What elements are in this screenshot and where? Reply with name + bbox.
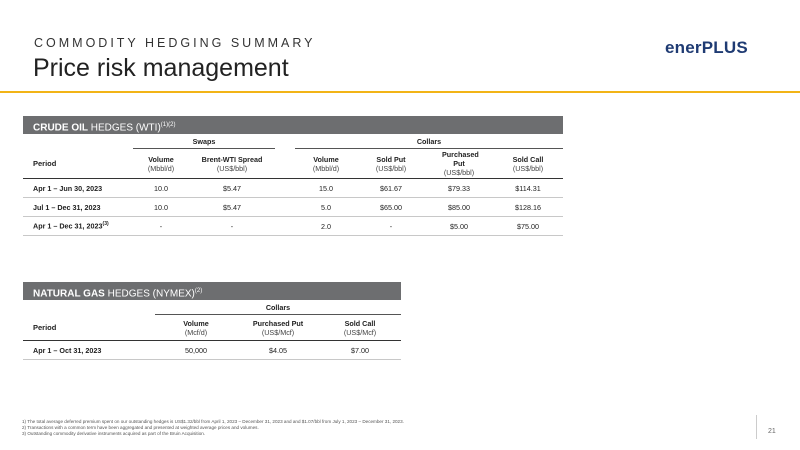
- group-collars: Collars: [155, 300, 401, 315]
- natural-gas-panel: [23, 282, 401, 360]
- crude-title-sup: (1)(2): [160, 122, 176, 128]
- footnote: 1) The total average deferred premium spent on our outstanding hedges is US$1.32/bbl from April 1, 2023 – December 31, 2023 and and $1.07/bbl from July 1, 2023 – December 31, 2023.: [22, 419, 404, 424]
- table-row: Apr 1 – Jun 30, 2023 10.0 $5.47 15.0 $61.67 $79.33 $114.31: [23, 179, 563, 198]
- section-kicker: COMMODITY HEDGING SUMMARY: [34, 36, 316, 50]
- column-header-period: Period: [23, 315, 155, 341]
- page-number: 21: [768, 428, 776, 435]
- page-number-divider: [756, 415, 757, 439]
- crude-title-rest: HEDGES (WTI): [88, 122, 161, 134]
- table-row: Jul 1 – Dec 31, 2023 10.0 $5.47 5.0 $65.00 $85.00 $128.16: [23, 198, 563, 217]
- column-header: Sold Put (US$/bbl): [357, 149, 425, 179]
- crude-oil-table: [23, 134, 563, 236]
- column-header-period: Period: [23, 149, 133, 179]
- page-title: Price risk management: [33, 54, 289, 82]
- group-swaps: Swaps: [133, 134, 275, 149]
- table-row: Apr 1 – Dec 31, 2023$^{(3)}$ - - 2.0 - $5.00 $75.00: [23, 217, 563, 236]
- logo-text-plus: PLUS: [701, 38, 748, 57]
- enerplus-logo: [665, 38, 748, 58]
- column-header: Volume (Mbbl/d): [133, 149, 189, 179]
- crude-title-bold: CRUDE OIL: [33, 122, 88, 134]
- crude-oil-panel-header: [23, 116, 563, 134]
- gas-title-bold: NATURAL GAS: [33, 288, 105, 300]
- crude-oil-panel: [23, 116, 563, 236]
- footnotes: [22, 419, 404, 437]
- logo-text-main: ener: [665, 38, 702, 57]
- column-header: Sold Call (US$/bbl): [493, 149, 563, 179]
- footnote: 2) Transactions with a common term have been aggregated and presented at weighted average prices and volumes.: [22, 425, 259, 430]
- natural-gas-panel-header: [23, 282, 401, 300]
- column-header: Sold Call (US$/Mcf): [319, 315, 401, 341]
- column-header: Brent-WTI Spread (US$/bbl): [189, 149, 275, 179]
- gas-title-rest: HEDGES (NYMEX): [104, 288, 195, 300]
- natural-gas-table: [23, 300, 401, 360]
- column-header: Volume (Mcf/d): [155, 315, 237, 341]
- gas-title-sup: (2): [194, 288, 203, 294]
- header-rule: [0, 91, 800, 93]
- column-header: Purchased Put (US$/Mcf): [237, 315, 319, 341]
- column-header: Purchased Put (US$/bbl): [425, 149, 493, 179]
- group-collars: Collars: [295, 134, 563, 149]
- footnote: 3) Outstanding commodity derivative instruments acquired as part of the Bruin Acquisition.: [22, 431, 206, 436]
- column-header: Volume (Mbbl/d): [295, 149, 357, 179]
- table-row: Apr 1 – Oct 31, 2023 50,000 $4.05 $7.00: [23, 341, 401, 360]
